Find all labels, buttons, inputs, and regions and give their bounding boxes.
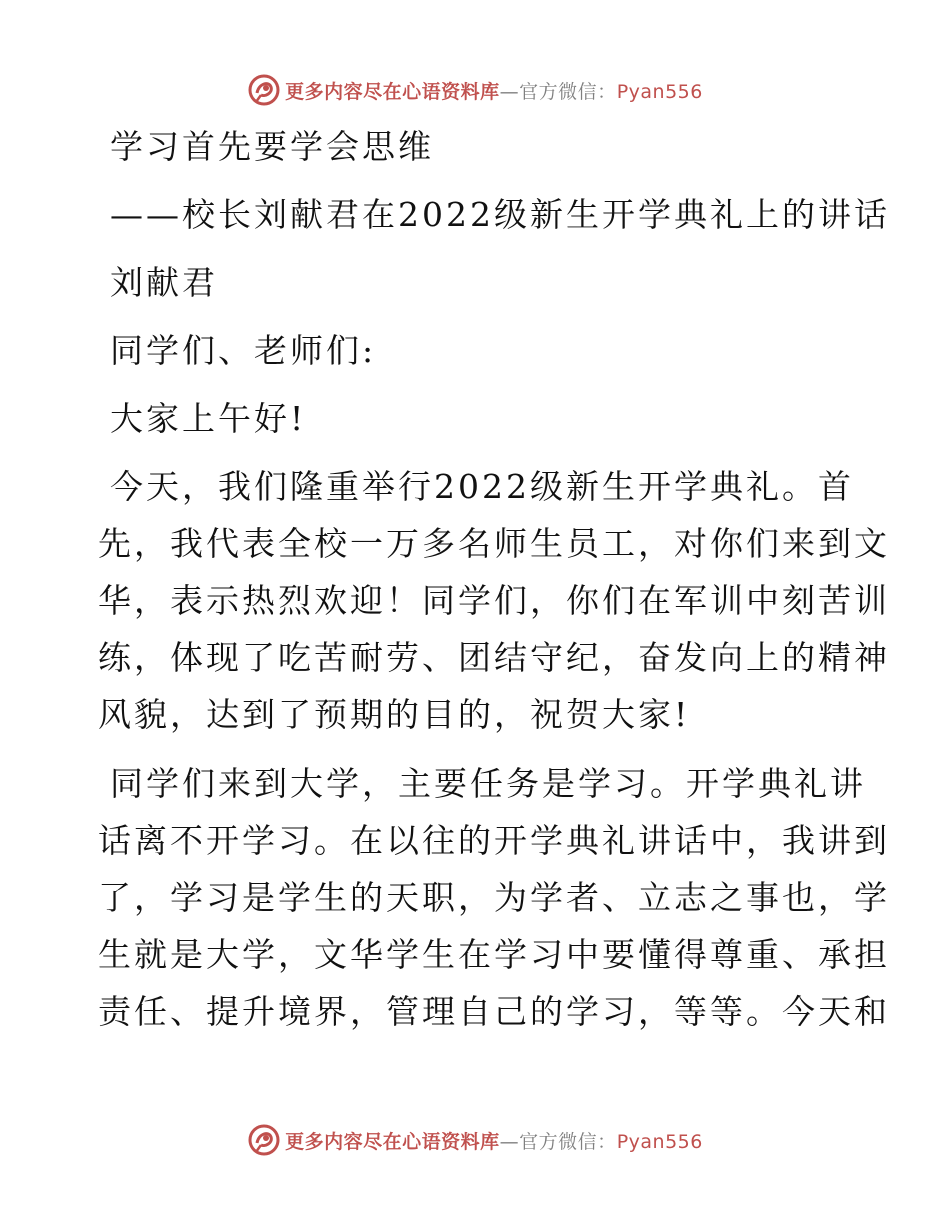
header-banner	[0, 70, 950, 110]
document-greeting: 大家上午好!	[110, 399, 307, 438]
paragraph-line: 风貌，达到了预期的目的，祝贺大家!	[98, 695, 691, 734]
footer-banner	[0, 1120, 950, 1160]
document-author: 刘献君	[110, 263, 218, 302]
footer-banner-title: 更多内容尽在心语资料库	[285, 1130, 500, 1153]
footer-banner-label: —官方微信：	[499, 1130, 617, 1153]
paragraph-line: 练，体现了吃苦耐劳、团结守纪，奋发向上的精神	[98, 638, 890, 677]
document-salutation: 同学们、老师们:	[110, 331, 377, 370]
paragraph-line: 今天，我们隆重举行2022级新生开学典礼。首	[110, 467, 854, 506]
paragraph-line: 话离不开学习。在以往的开学典礼讲话中，我讲到	[98, 821, 890, 860]
paragraph-line: 华，表示热烈欢迎！同学们，你们在军训中刻苦训	[98, 581, 890, 620]
footer-banner-id: Pyan556	[616, 1130, 703, 1153]
paragraph-line: 同学们来到大学，主要任务是学习。开学典礼讲	[110, 764, 866, 803]
paragraph-line: 了，学习是学生的天职，为学者、立志之事也，学	[98, 878, 890, 917]
document-title: 学习首先要学会思维	[110, 127, 434, 166]
paragraph-line: 先，我代表全校一万多名师生员工，对你们来到文	[98, 524, 890, 563]
header-banner-label: —官方微信：	[499, 80, 617, 103]
document-subtitle: ——校长刘献君在2022级新生开学典礼上的讲话	[110, 195, 890, 234]
header-banner-id: Pyan556	[616, 80, 703, 103]
rose-logo-icon	[247, 1123, 281, 1157]
paragraph-line: 生就是大学，文华学生在学习中要懂得尊重、承担	[98, 935, 890, 974]
document-body	[98, 118, 890, 1052]
rose-logo-icon	[247, 73, 281, 107]
paragraph-line: 责任、提升境界，管理自己的学习，等等。今天和	[98, 992, 890, 1031]
header-banner-title: 更多内容尽在心语资料库	[285, 80, 500, 103]
paragraph-1	[98, 458, 890, 743]
paragraph-2	[98, 755, 890, 1040]
